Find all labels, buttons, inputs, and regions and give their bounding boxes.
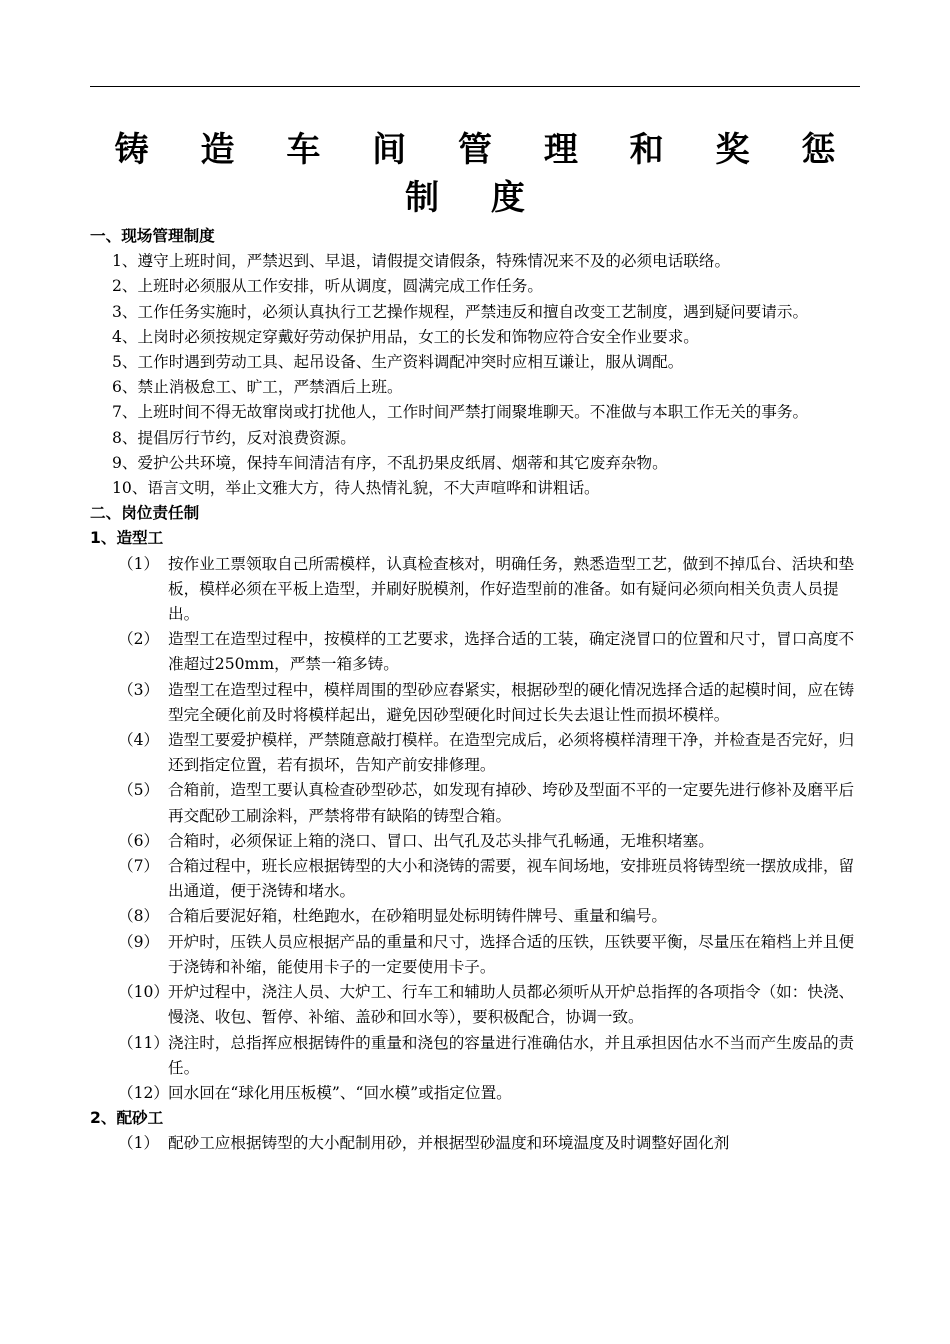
item-text: 开炉时，压铁人员应根据产品的重量和尺寸，选择合适的压铁，压铁要平衡，尽量压在箱档上并且便于浇铸和补缩，能使用卡子的一定要使用卡子。 <box>168 932 855 976</box>
document-title: 铸 造 车 间 管 理 和 奖 惩 制 度 <box>114 130 856 218</box>
item-text: 按作业工票领取自己所需模样，认真检查核对，明确任务，熟悉造型工艺，做到不掉瓜台、活块和垫板，模样必须在平板上造型，并刷好脱模剂，作好造型前的准备。如有疑问必须向相关负责人员提出。 <box>168 554 855 624</box>
item-number: （5） <box>118 781 160 800</box>
list-item <box>90 1131 860 1156</box>
item-text: 合箱后要泥好箱，杜绝跑水，在砂箱明显处标明铸件牌号、重量和编号。 <box>168 907 668 926</box>
item-number: （9） <box>118 932 160 951</box>
subsection-heading-molder: 1、造型工 <box>90 529 164 548</box>
list-item: 8、提倡厉行节约，反对浪费资源。 <box>112 428 356 447</box>
item-text: 造型工在造型过程中，按模样的工艺要求，选择合适的工装，确定浇冒口的位置和尺寸，冒口高度不准超过250mm，严禁一箱多铸。 <box>168 630 855 674</box>
item-number: （1） <box>118 554 160 573</box>
list-item: 9、爱护公共环境，保持车间清洁有序，不乱扔果皮纸屑、烟蒂和其它废弃杂物。 <box>112 453 668 472</box>
item-number: （4） <box>118 731 160 750</box>
molder-duties-list <box>90 552 860 1106</box>
list-item: 2、上班时必须服从工作安排，听从调度，圆满完成工作任务。 <box>112 277 543 296</box>
sand-mixer-duties-list <box>90 1131 860 1156</box>
list-item: 4、上岗时必须按规定穿戴好劳动保护用品，女工的长发和饰物应符合安全作业要求。 <box>112 327 699 346</box>
item-text: 合箱前，造型工要认真检查砂型砂芯，如发现有掉砂、垮砂及型面不平的一定要先进行修补及磨平后再交配砂工刷涂料，严禁将带有缺陷的铸型合箱。 <box>168 781 855 825</box>
list-item <box>90 678 860 728</box>
list-item <box>90 930 860 980</box>
list-item <box>90 829 860 854</box>
item-number: （7） <box>118 857 160 876</box>
list-item <box>90 1031 860 1081</box>
item-text: 合箱过程中，班长应根据铸型的大小和浇铸的需要，视车间场地，安排班员将铸型统一摆放成排，留出通道，便于浇铸和堵水。 <box>168 857 855 901</box>
section-heading-job-responsibility: 二、岗位责任制 <box>90 504 200 523</box>
item-text: 造型工在造型过程中，模样周围的型砂应舂紧实，根据砂型的硬化情况选择合适的起模时间，应在铸型完全硬化前及时将模样起出，避免因砂型硬化时间过长失去退让性而损坏模样。 <box>168 680 855 724</box>
list-item: 6、禁止消极怠工、旷工，严禁酒后上班。 <box>112 378 403 397</box>
section-heading-site-management: 一、现场管理制度 <box>90 227 215 245</box>
list-item: 3、工作任务实施时，必须认真执行工艺操作规程，严禁违反和擅自改变工艺制度，遇到疑问要请示。 <box>112 302 809 321</box>
item-number: （11） <box>118 1033 170 1052</box>
item-text: 配砂工应根据铸型的大小配制用砂，并根据型砂温度和环境温度及时调整好固化剂 <box>168 1134 730 1153</box>
list-item <box>90 627 860 677</box>
header-rule <box>90 86 860 87</box>
site-management-list <box>90 249 860 501</box>
item-text: 回水回在“球化用压板模”、“回水模”或指定位置。 <box>168 1083 512 1102</box>
list-item <box>90 1081 860 1106</box>
item-number: （12） <box>118 1083 170 1102</box>
list-item <box>90 854 860 904</box>
list-item <box>90 552 860 628</box>
list-item <box>90 728 860 778</box>
list-item: 10、语言文明，举止文雅大方，待人热情礼貌，不大声喧哗和讲粗话。 <box>112 479 600 498</box>
item-text: 造型工要爱护模样，严禁随意敲打模样。在造型完成后，必须将模样清理干净，并检查是否完好，归还到指定位置，若有损坏，告知产前安排修理。 <box>168 731 855 775</box>
document-body <box>90 224 860 1157</box>
item-text: 开炉过程中，浇注人员、大炉工、行车工和辅助人员都必须听从开炉总指挥的各项指令（如：快浇、慢浇、收包、暂停、补缩、盖砂和回水等），要积极配合，协调一致。 <box>168 983 855 1027</box>
list-item: 5、工作时遇到劳动工具、起吊设备、生产资料调配冲突时应相互谦让，服从调配。 <box>112 353 684 372</box>
item-text: 浇注时，总指挥应根据铸件的重量和浇包的容量进行准确估水，并且承担因估水不当而产生废品的责任。 <box>168 1033 855 1077</box>
list-item <box>90 980 860 1030</box>
list-item: 7、上班时间不得无故窜岗或打扰他人，工作时间严禁打闹聚堆聊天。不准做与本职工作无关的事务。 <box>112 403 809 422</box>
item-text: 合箱时，必须保证上箱的浇口、冒口、出气孔及芯头排气孔畅通，无堆积堵塞。 <box>168 831 714 850</box>
item-number: （8） <box>118 907 160 926</box>
item-number: （1） <box>118 1134 160 1153</box>
item-number: （3） <box>118 680 160 699</box>
list-item <box>90 778 860 828</box>
subsection-heading-sand-mixer: 2、配砂工 <box>90 1109 164 1128</box>
item-number: （2） <box>118 630 160 649</box>
item-number: （10） <box>118 983 170 1002</box>
item-number: （6） <box>118 831 160 850</box>
list-item: 1、遵守上班时间，严禁迟到、早退，请假提交请假条，特殊情况来不及的必须电话联络。 <box>112 252 731 271</box>
list-item <box>90 904 860 929</box>
